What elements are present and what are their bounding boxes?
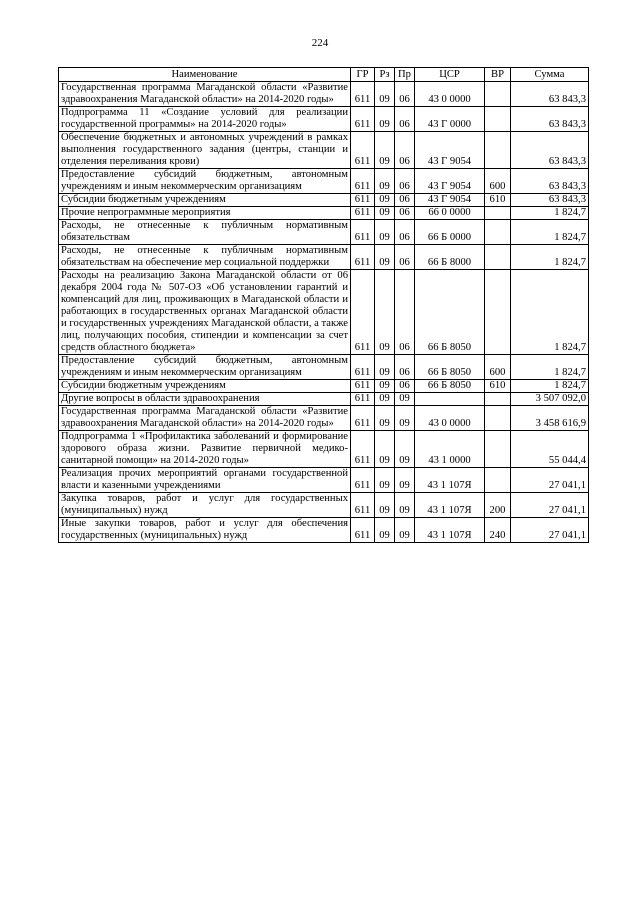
row-name: Реализация прочих мероприятий органами государственной власти и казенными учреждениями	[59, 468, 351, 493]
row-gr: 611	[351, 245, 375, 270]
row-gr: 611	[351, 207, 375, 220]
row-sum: 27 041,1	[511, 493, 589, 518]
row-gr: 611	[351, 194, 375, 207]
row-vr	[485, 468, 511, 493]
row-csr: 43 0 0000	[415, 82, 485, 107]
row-vr	[485, 270, 511, 355]
row-sum: 63 843,3	[511, 169, 589, 194]
table-row	[59, 380, 589, 393]
row-rz: 09	[375, 493, 395, 518]
header-rz: Рз	[375, 68, 395, 82]
row-pr: 06	[395, 355, 415, 380]
table-row	[59, 468, 589, 493]
row-gr: 611	[351, 518, 375, 543]
row-sum: 27 041,1	[511, 518, 589, 543]
row-name: Другие вопросы в области здравоохранения	[59, 393, 351, 406]
row-pr: 09	[395, 468, 415, 493]
row-sum: 1 824,7	[511, 355, 589, 380]
row-pr: 06	[395, 220, 415, 245]
row-csr: 43 0 0000	[415, 406, 485, 431]
table-row	[59, 355, 589, 380]
row-name: Предоставление субсидий бюджетным, автономным учреждениям и иным некоммерческим организациям	[59, 169, 351, 194]
row-rz: 09	[375, 194, 395, 207]
table-row	[59, 169, 589, 194]
row-csr: 43 1 0000	[415, 431, 485, 468]
row-sum: 1 824,7	[511, 245, 589, 270]
row-sum: 63 843,3	[511, 107, 589, 132]
row-pr: 06	[395, 380, 415, 393]
table-row	[59, 220, 589, 245]
row-vr: 600	[485, 169, 511, 194]
row-csr: 66 Б 8000	[415, 245, 485, 270]
row-name: Расходы на реализацию Закона Магаданской области от 06 декабря 2004 года № 507-ОЗ «Об установлении гарантий и компенсаций для лиц, проживающих в Магаданской области и работающих в государственных органах Магаданской области и государственных учреждениях Магаданской области, а также лиц, получающих пособия, стипендии и компенсации за счет средств областного бюджета»	[59, 270, 351, 355]
row-csr: 43 Г 9054	[415, 169, 485, 194]
row-rz: 09	[375, 245, 395, 270]
row-rz: 09	[375, 406, 395, 431]
row-gr: 611	[351, 107, 375, 132]
row-pr: 06	[395, 270, 415, 355]
row-pr: 09	[395, 493, 415, 518]
row-pr: 09	[395, 431, 415, 468]
header-name: Наименование	[59, 68, 351, 82]
row-vr	[485, 220, 511, 245]
row-sum: 1 824,7	[511, 220, 589, 245]
row-rz: 09	[375, 220, 395, 245]
row-rz: 09	[375, 82, 395, 107]
row-sum: 63 843,3	[511, 194, 589, 207]
row-rz: 09	[375, 132, 395, 169]
row-csr: 43 Г 9054	[415, 132, 485, 169]
row-gr: 611	[351, 380, 375, 393]
row-csr: 43 Г 9054	[415, 194, 485, 207]
row-rz: 09	[375, 431, 395, 468]
header-vr: ВР	[485, 68, 511, 82]
row-sum: 1 824,7	[511, 207, 589, 220]
row-sum: 63 843,3	[511, 132, 589, 169]
header-csr: ЦСР	[415, 68, 485, 82]
header-gr: ГР	[351, 68, 375, 82]
row-vr	[485, 406, 511, 431]
row-name: Государственная программа Магаданской области «Развитие здравоохранения Магаданской области» на 2014-2020 годы»	[59, 82, 351, 107]
table-row	[59, 393, 589, 406]
row-rz: 09	[375, 518, 395, 543]
table-row	[59, 132, 589, 169]
row-name: Иные закупки товаров, работ и услуг для обеспечения государственных (муниципальных) нужд	[59, 518, 351, 543]
row-gr: 611	[351, 393, 375, 406]
row-sum: 1 824,7	[511, 380, 589, 393]
row-name: Предоставление субсидий бюджетным, автономным учреждениям и иным некоммерческим организациям	[59, 355, 351, 380]
row-gr: 611	[351, 493, 375, 518]
row-sum: 27 041,1	[511, 468, 589, 493]
row-vr: 610	[485, 380, 511, 393]
row-vr: 600	[485, 355, 511, 380]
row-pr: 09	[395, 406, 415, 431]
header-pr: Пр	[395, 68, 415, 82]
row-vr	[485, 82, 511, 107]
row-csr	[415, 393, 485, 406]
row-sum: 3 507 092,0	[511, 393, 589, 406]
row-csr: 66 Б 8050	[415, 380, 485, 393]
row-sum: 55 044,4	[511, 431, 589, 468]
table-row	[59, 270, 589, 355]
table-row	[59, 245, 589, 270]
row-vr: 610	[485, 194, 511, 207]
row-rz: 09	[375, 355, 395, 380]
row-rz: 09	[375, 380, 395, 393]
row-name: Государственная программа Магаданской области «Развитие здравоохранения Магаданской области» на 2014-2020 годы»	[59, 406, 351, 431]
row-name: Закупка товаров, работ и услуг для государственных (муниципальных) нужд	[59, 493, 351, 518]
row-vr: 240	[485, 518, 511, 543]
row-csr: 66 Б 8050	[415, 270, 485, 355]
row-vr	[485, 107, 511, 132]
row-rz: 09	[375, 169, 395, 194]
row-name: Субсидии бюджетным учреждениям	[59, 380, 351, 393]
row-csr: 66 0 0000	[415, 207, 485, 220]
row-pr: 06	[395, 82, 415, 107]
budget-table	[58, 67, 589, 543]
page-number: 224	[311, 37, 329, 49]
row-rz: 09	[375, 207, 395, 220]
table-row	[59, 431, 589, 468]
row-csr: 43 1 107Я	[415, 468, 485, 493]
row-vr	[485, 207, 511, 220]
row-pr: 06	[395, 207, 415, 220]
header-sum: Сумма	[511, 68, 589, 82]
row-sum: 3 458 616,9	[511, 406, 589, 431]
row-vr	[485, 431, 511, 468]
table-row	[59, 107, 589, 132]
row-rz: 09	[375, 393, 395, 406]
row-name: Субсидии бюджетным учреждениям	[59, 194, 351, 207]
row-csr: 43 Г 0000	[415, 107, 485, 132]
row-rz: 09	[375, 270, 395, 355]
row-pr: 06	[395, 194, 415, 207]
table-row	[59, 493, 589, 518]
row-pr: 06	[395, 169, 415, 194]
row-csr: 43 1 107Я	[415, 518, 485, 543]
row-pr: 06	[395, 107, 415, 132]
row-gr: 611	[351, 132, 375, 169]
row-name: Подпрограмма 1 «Профилактика заболеваний и формирование здорового образа жизни. Развитие первичной медико-санитарной помощи» на 2014-2020 годы»	[59, 431, 351, 468]
row-rz: 09	[375, 468, 395, 493]
table-row	[59, 518, 589, 543]
table-row	[59, 82, 589, 107]
row-gr: 611	[351, 220, 375, 245]
row-vr: 200	[485, 493, 511, 518]
row-pr: 06	[395, 245, 415, 270]
row-rz: 09	[375, 107, 395, 132]
row-vr	[485, 393, 511, 406]
table-row	[59, 194, 589, 207]
row-pr: 06	[395, 132, 415, 169]
row-csr: 66 Б 8050	[415, 355, 485, 380]
row-pr: 09	[395, 518, 415, 543]
row-gr: 611	[351, 82, 375, 107]
row-name: Прочие непрограммные мероприятия	[59, 207, 351, 220]
table-row	[59, 207, 589, 220]
row-gr: 611	[351, 468, 375, 493]
row-vr	[485, 132, 511, 169]
row-sum: 1 824,7	[511, 270, 589, 355]
row-vr	[485, 245, 511, 270]
row-sum: 63 843,3	[511, 82, 589, 107]
row-name: Подпрограмма 11 «Создание условий для реализации государственной программы» на 2014-2020 годы»	[59, 107, 351, 132]
row-gr: 611	[351, 406, 375, 431]
table-row	[59, 406, 589, 431]
row-name: Расходы, не отнесенные к публичным нормативным обязательствам	[59, 220, 351, 245]
row-name: Обеспечение бюджетных и автономных учреждений в рамках выполнения государственного задания (центры, станции и отделения переливания крови)	[59, 132, 351, 169]
table-header-row	[59, 68, 589, 82]
row-csr: 66 Б 0000	[415, 220, 485, 245]
row-gr: 611	[351, 169, 375, 194]
row-csr: 43 1 107Я	[415, 493, 485, 518]
row-name: Расходы, не отнесенные к публичным нормативным обязательствам на обеспечение мер социальной поддержки	[59, 245, 351, 270]
row-gr: 611	[351, 270, 375, 355]
row-gr: 611	[351, 355, 375, 380]
row-pr: 09	[395, 393, 415, 406]
row-gr: 611	[351, 431, 375, 468]
